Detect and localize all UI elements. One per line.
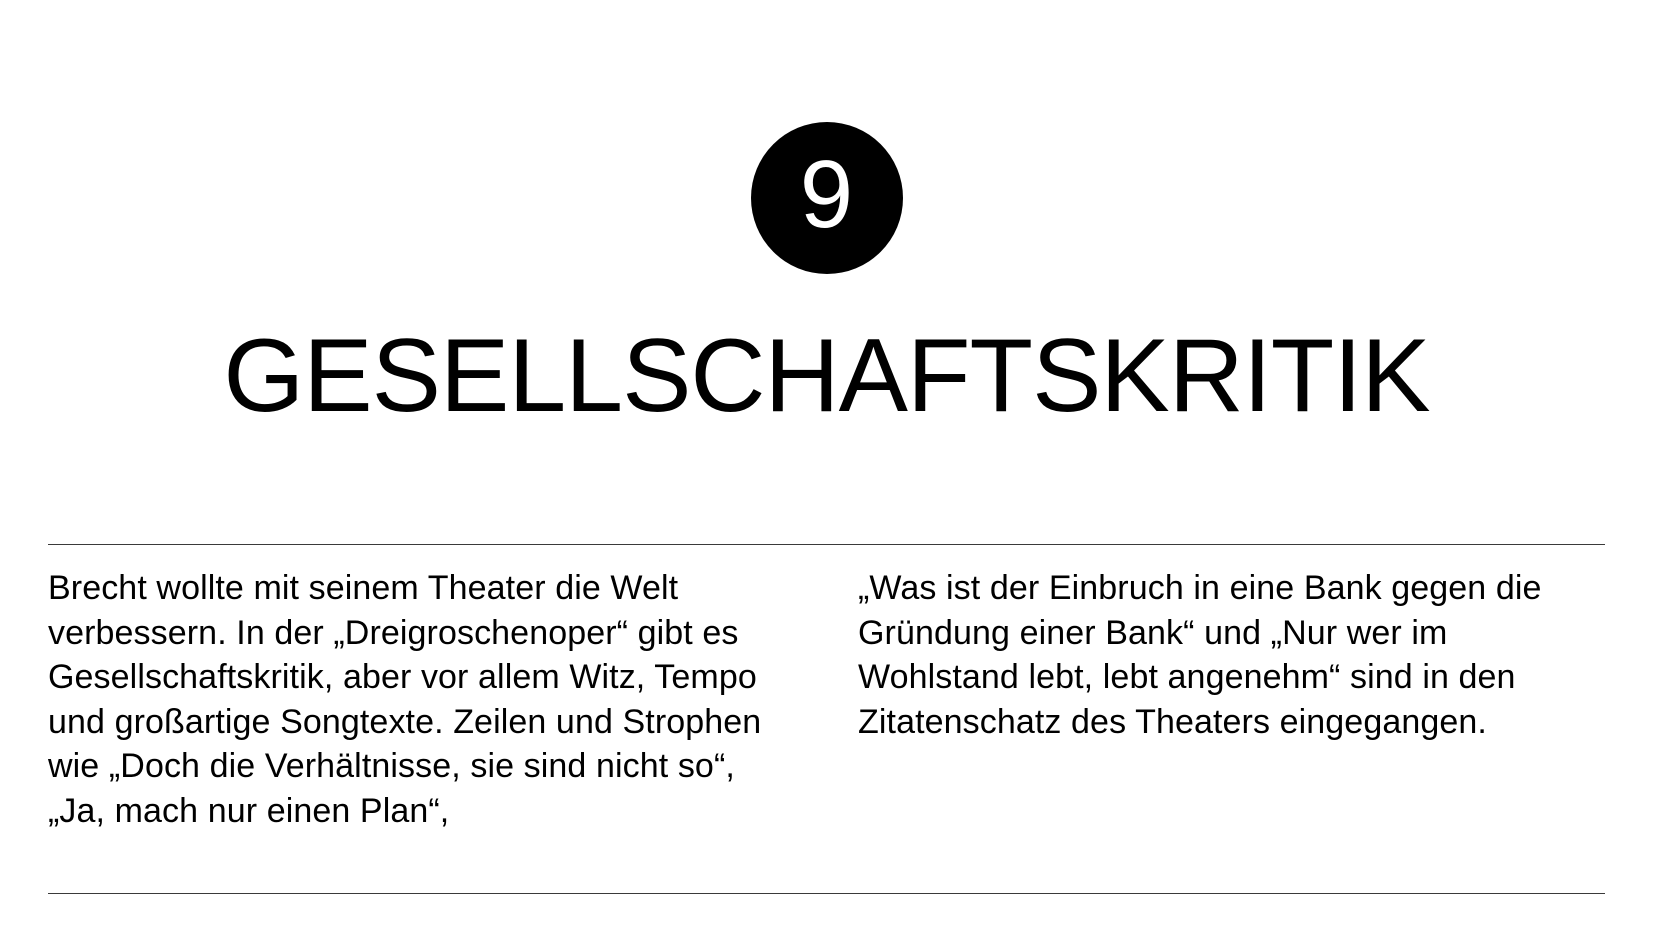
page-title: GESELLSCHAFTSKRITIK bbox=[223, 318, 1430, 434]
body-paragraph-right: „Was ist der Einbruch in eine Bank gegen die Gründung einer Bank“ und „Nur wer im Wohlstand lebt, lebt angenehm“ sind in den Zitatenschatz des Theaters eingegangen. bbox=[858, 569, 1542, 741]
divider-bottom bbox=[48, 893, 1605, 894]
divider-top bbox=[48, 544, 1605, 545]
body-columns bbox=[48, 566, 1605, 833]
body-paragraph-left: Brecht wollte mit seinem Theater die Welt verbessern. In der „Dreigroschenoper“ gibt es Gesellschaftskritik, aber vor allem Witz, Tempo und großartige Songtexte. Zeilen und Strophen wie „Doch die Verhältnisse, sie sind nicht so“, „Ja, mach nur einen Plan“, bbox=[48, 569, 762, 830]
body-column-left bbox=[48, 566, 800, 833]
chapter-number-container bbox=[0, 0, 1653, 274]
chapter-number-badge: 9 bbox=[751, 122, 903, 274]
body-column-right bbox=[858, 566, 1610, 744]
